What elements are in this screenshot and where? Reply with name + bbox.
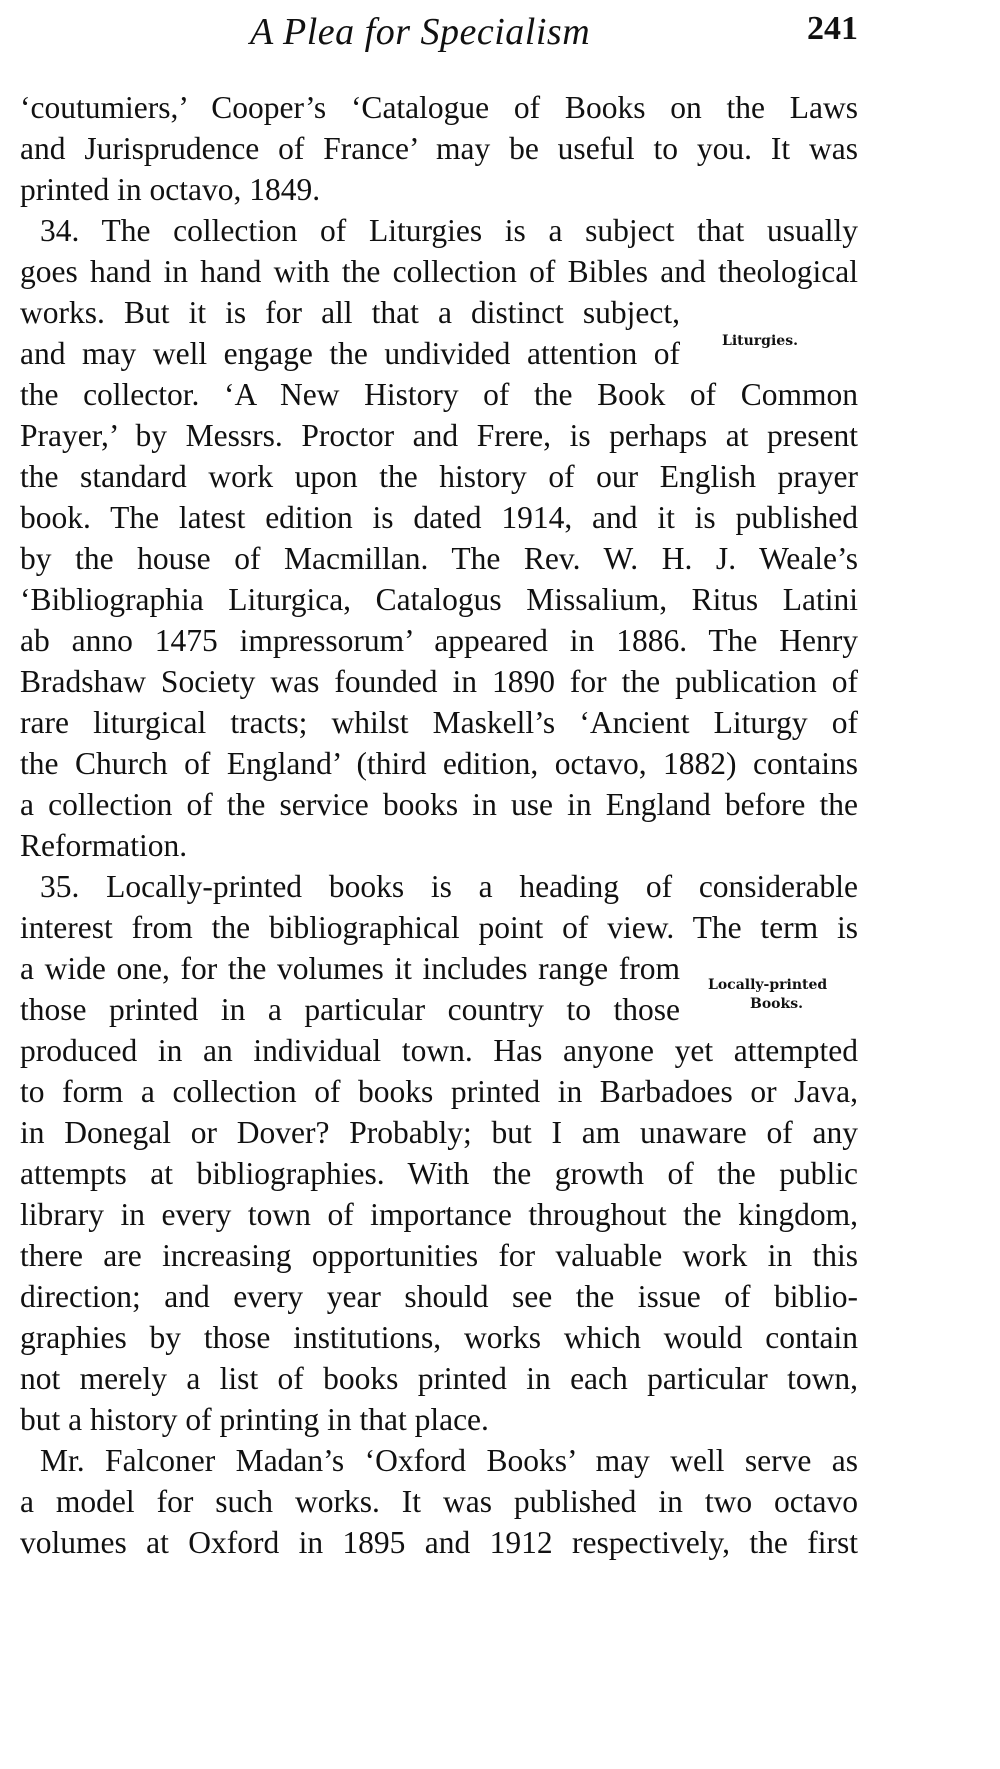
text-line: the collector. ‘A New History of the Book of Common (20, 377, 858, 412)
text-line: Prayer,’ by Messrs. Proctor and Frere, is perhaps at present (20, 418, 858, 453)
paragraph-34-start: 34. The collection of Liturgies is a subject that usually (40, 213, 858, 248)
text-line: those printed in a particular country to those (20, 992, 680, 1027)
page-number: 241 (807, 10, 858, 47)
text-line: by the house of Macmillan. The Rev. W. H. J. Weale’s (20, 541, 858, 576)
text-line: a wide one, for the volumes it includes range from (20, 951, 680, 986)
text-line: interest from the bibliographical point of view. The term is (20, 910, 858, 945)
text-line: in Donegal or Dover? Probably; but I am unaware of any (20, 1115, 858, 1150)
text-line: to form a collection of books printed in Barbadoes or Java, (20, 1074, 858, 1109)
text-line: works. But it is for all that a distinct subject, (20, 295, 680, 330)
text-line: graphies by those institutions, works which would contain (20, 1320, 858, 1355)
text-line: produced in an individual town. Has anyone yet attempted (20, 1033, 858, 1068)
text-line: direction; and every year should see the issue of biblio- (20, 1279, 858, 1314)
text-line: volumes at Oxford in 1895 and 1912 respectively, the first (20, 1525, 858, 1560)
running-title: A Plea for Specialism (250, 11, 591, 53)
sidenote-books: Books. (750, 996, 803, 1012)
text-line: rare liturgical tracts; whilst Maskell’s ‘Ancient Liturgy of (20, 705, 858, 740)
page-header (20, 10, 858, 62)
sidenote-locally-printed: Locally-printed (708, 977, 828, 993)
text-line: the standard work upon the history of our English prayer (20, 459, 858, 494)
text-line: goes hand in hand with the collection of Bibles and theological (20, 254, 858, 289)
text-line: the Church of England’ (third edition, octavo, 1882) contains (20, 746, 858, 781)
text-line: there are increasing opportunities for valuable work in this (20, 1238, 858, 1273)
text-line: but a history of printing in that place. (20, 1402, 489, 1437)
text-line: a model for such works. It was published in two octavo (20, 1484, 858, 1519)
sidenote-liturgies: Liturgies. (722, 333, 798, 349)
text-line: Reformation. (20, 828, 188, 863)
text-line: and may well engage the undivided attention of (20, 336, 680, 371)
text-line: and Jurisprudence of France’ may be useful to you. It was (20, 131, 858, 166)
text-line: printed in octavo, 1849. (20, 172, 321, 207)
text-line: attempts at bibliographies. With the growth of the public (20, 1156, 858, 1191)
text-line: ‘coutumiers,’ Cooper’s ‘Catalogue of Books on the Laws (20, 90, 858, 125)
text-line: not merely a list of books printed in each particular town, (20, 1361, 858, 1396)
text-line: a collection of the service books in use in England before the (20, 787, 858, 822)
text-line: Bradshaw Society was founded in 1890 for the publication of (20, 664, 858, 699)
text-line: ab anno 1475 impressorum’ appeared in 1886. The Henry (20, 623, 858, 658)
text-line: ‘Bibliographia Liturgica, Catalogus Missalium, Ritus Latini (20, 582, 858, 617)
paragraph-35-start: 35. Locally-printed books is a heading of considerable (40, 869, 858, 904)
text-line: library in every town of importance throughout the kingdom, (20, 1197, 858, 1232)
paragraph-madan-start: Mr. Falconer Madan’s ‘Oxford Books’ may well serve as (40, 1443, 858, 1478)
text-line: book. The latest edition is dated 1914, and it is published (20, 500, 858, 535)
